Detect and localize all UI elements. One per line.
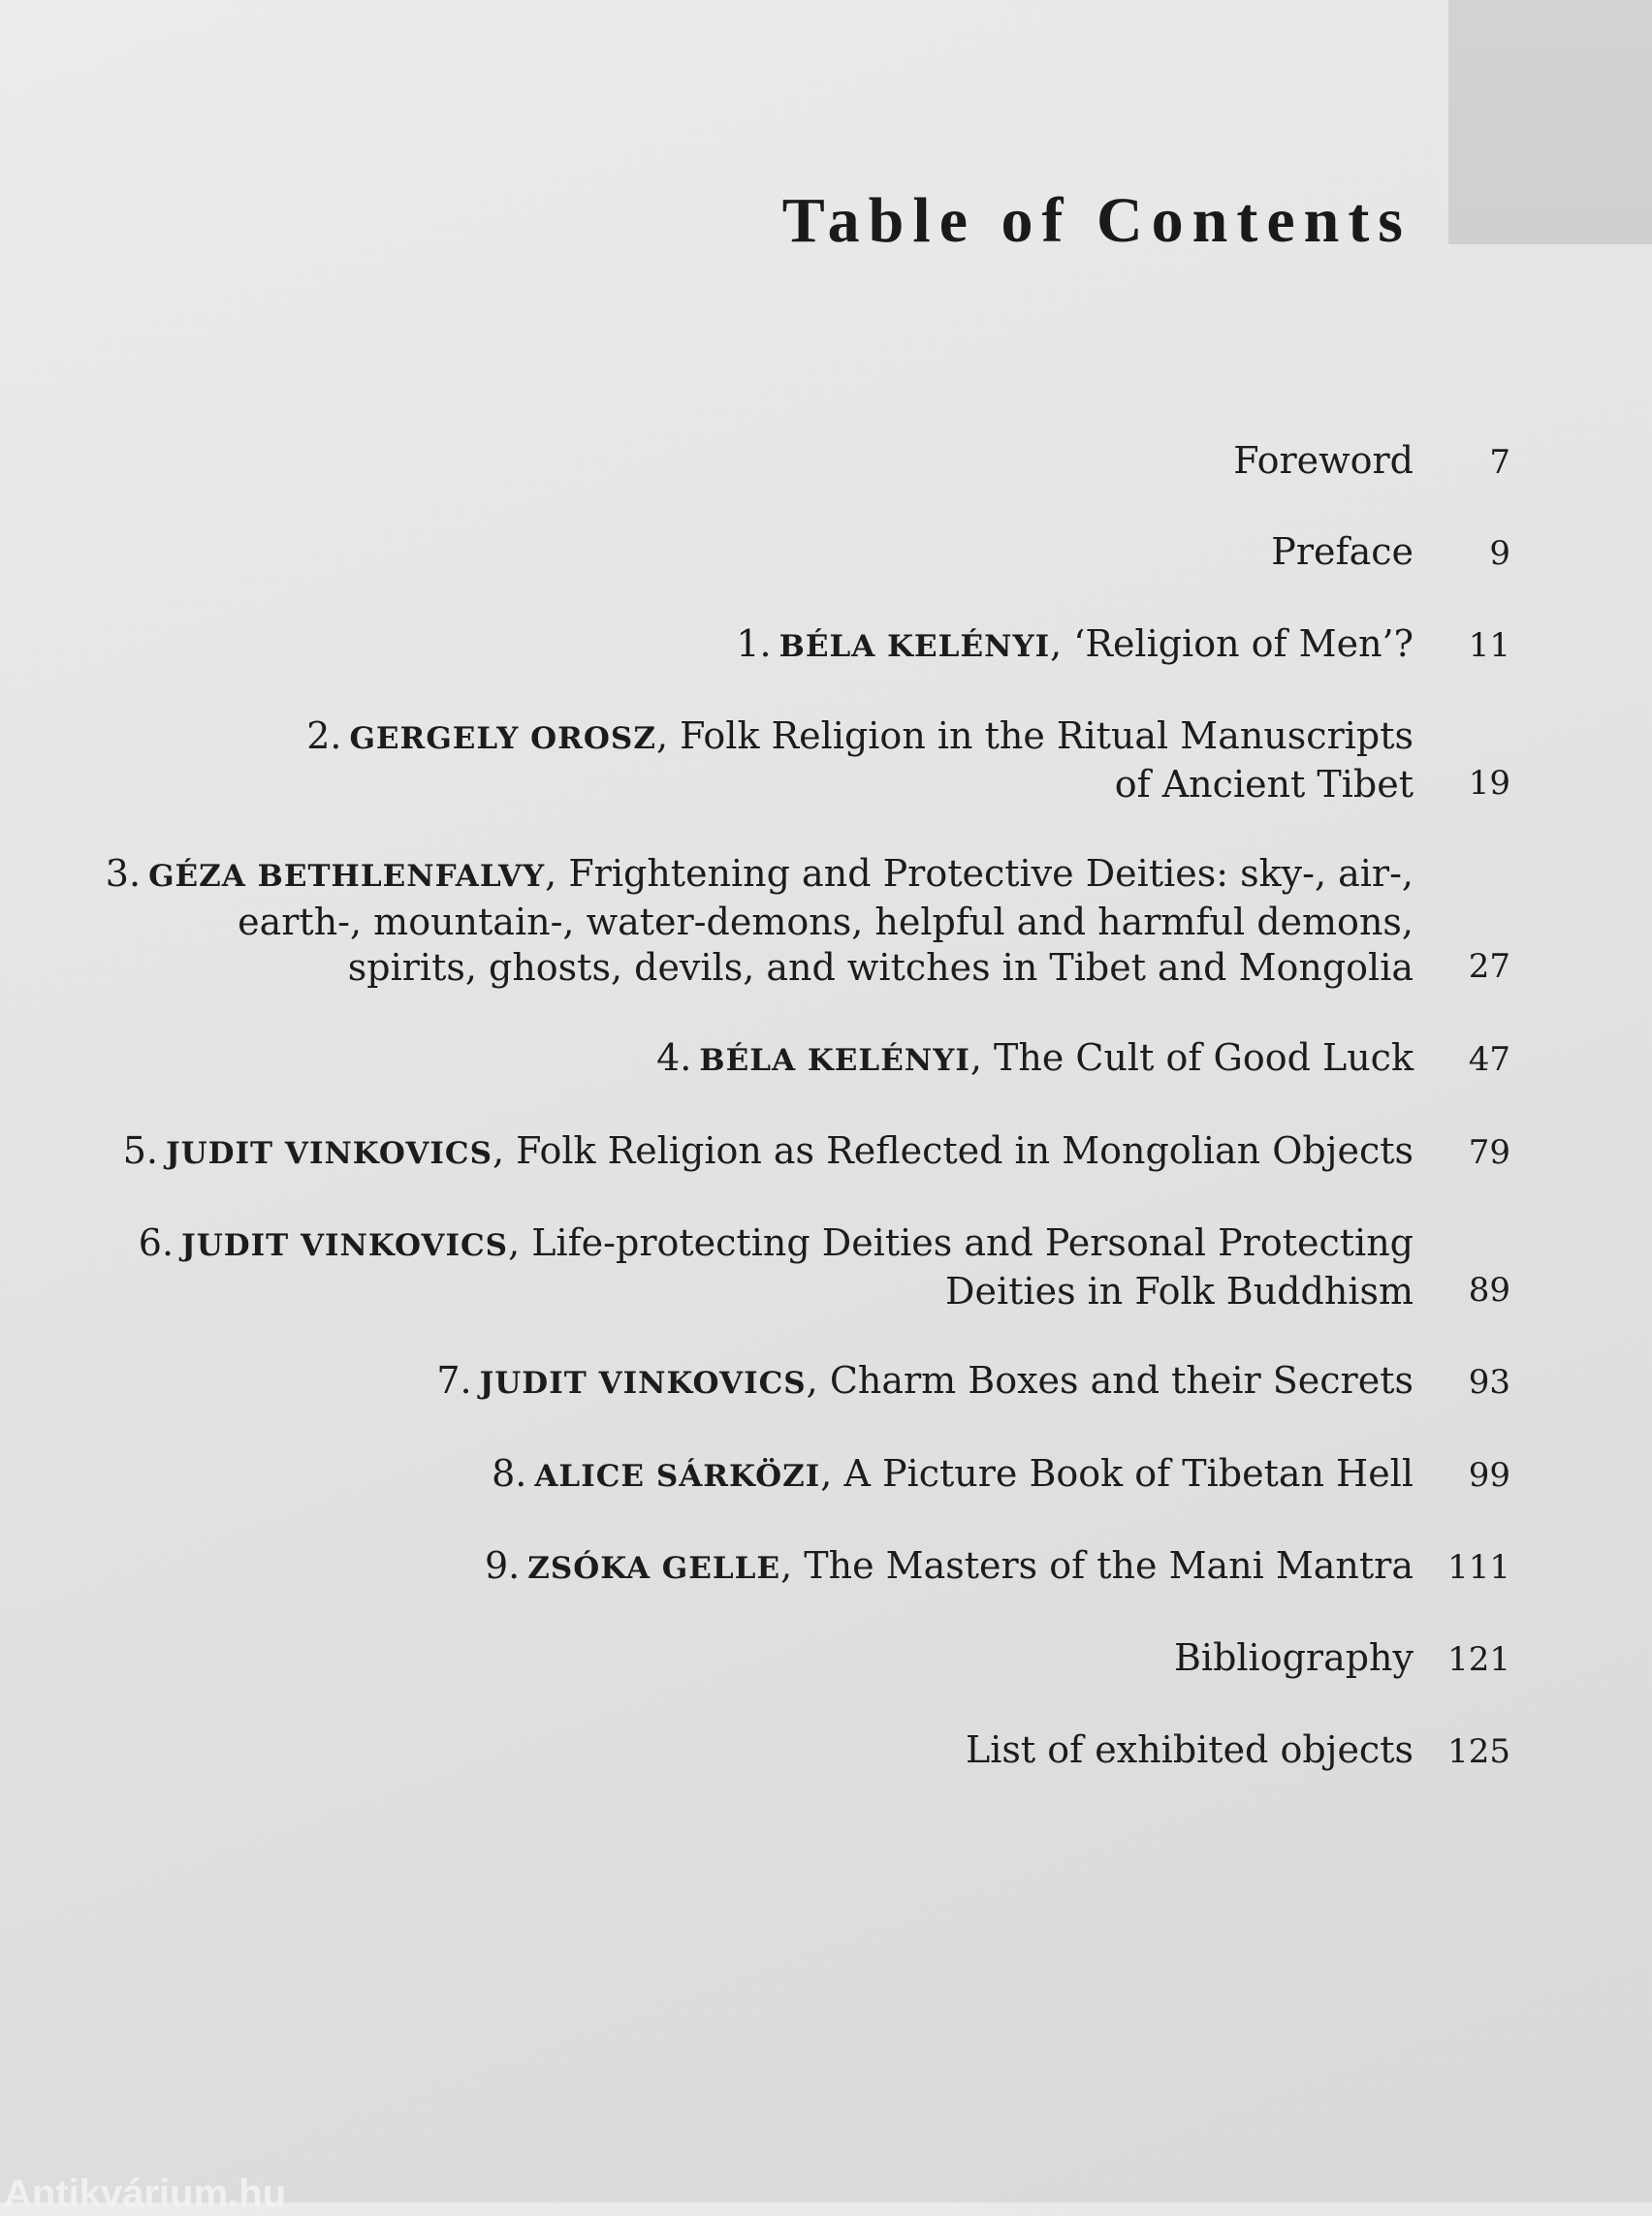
toc-entry-line <box>1174 1635 1414 1681</box>
chapter-title: Preface <box>1271 530 1414 573</box>
chapter-title: Charm Boxes and their Secrets <box>829 1359 1414 1402</box>
page-number: 9 <box>1489 534 1510 573</box>
toc-entry-line: 8. ALICE SÁRKÖZI, A Picture Book of Tibetan Hell <box>492 1452 1414 1495</box>
toc-entry-line <box>1233 438 1414 484</box>
chapter-title: Bibliography <box>1174 1636 1414 1679</box>
page-number: 19 <box>1468 764 1510 803</box>
chapter-title: Foreword <box>1233 439 1414 482</box>
toc-entry-text <box>485 1543 1414 1592</box>
toc-entry-text <box>306 713 1414 807</box>
chapter-number: 5. <box>122 1129 158 1172</box>
toc-entry-text <box>436 1358 1414 1407</box>
chapter-title: Deities in Folk Buddhism <box>945 1270 1414 1313</box>
toc-entry-line <box>139 1269 1414 1314</box>
toc-entry-line: 3. GÉZA BETHLENFALVY, Frightening and Protective Deities: sky-, air-, <box>105 852 1414 895</box>
chapter-title: The Masters of the Mani Mantra <box>804 1544 1414 1587</box>
chapter-author: JUDIT VINKOVICS <box>181 1228 509 1263</box>
chapter-title: Folk Religion as Reflected in Mongolian Objects <box>516 1129 1414 1172</box>
toc-entry-text <box>966 1727 1414 1773</box>
page-number: 79 <box>1468 1133 1510 1172</box>
toc-entry-line: 4. BÉLA KELÉNYI, The Cult of Good Luck <box>656 1036 1414 1079</box>
chapter-title: The Cult of Good Luck <box>994 1036 1414 1079</box>
toc-entry-text <box>1233 438 1414 484</box>
toc-entry-text <box>123 1128 1414 1177</box>
toc-entry-line <box>306 762 1414 807</box>
toc-entry-line <box>966 1727 1414 1773</box>
chapter-author: GÉZA BETHLENFALVY <box>148 859 546 894</box>
toc-entry-text <box>139 1220 1414 1314</box>
toc-entry-line: 2. GERGELY OROSZ, Folk Religion in the Ritual Manuscripts <box>306 714 1414 757</box>
toc-entry-line <box>106 900 1414 945</box>
toc-entry-line: 7. JUDIT VINKOVICS, Charm Boxes and their Secrets <box>436 1359 1414 1402</box>
page-number: 99 <box>1468 1456 1510 1495</box>
chapter-title: of Ancient Tibet <box>1114 763 1414 806</box>
chapter-title: Folk Religion in the Ritual Manuscripts <box>680 714 1414 757</box>
chapter-number: 7. <box>436 1359 472 1402</box>
chapter-number: 2. <box>306 714 342 757</box>
chapter-author: ZSÓKA GELLE <box>527 1551 781 1586</box>
chapter-number: 4. <box>656 1036 692 1079</box>
chapter-title: List of exhibited objects <box>966 1728 1414 1771</box>
page-number: 7 <box>1489 443 1510 482</box>
toc-entry-line: 9. ZSÓKA GELLE, The Masters of the Mani Mantra <box>484 1544 1414 1587</box>
chapter-number: 3. <box>105 852 142 895</box>
chapter-author: GERGELY OROSZ <box>349 721 656 756</box>
chapter-author: BÉLA KELÉNYI <box>699 1043 970 1078</box>
page-number: 11 <box>1468 626 1510 665</box>
toc-entry-text <box>1271 529 1414 575</box>
chapter-author: JUDIT VINKOVICS <box>165 1136 492 1171</box>
toc-entry-line: 5. JUDIT VINKOVICS, Folk Religion as Reflected in Mongolian Objects <box>122 1129 1414 1172</box>
chapter-number: 8. <box>492 1452 527 1495</box>
toc-entry-text <box>656 1035 1414 1084</box>
page-number: 89 <box>1468 1271 1510 1310</box>
chapter-number: 6. <box>138 1221 175 1264</box>
toc-entry-text <box>736 621 1414 670</box>
page-number: 93 <box>1468 1363 1510 1402</box>
chapter-title: Frightening and Protective Deities: sky-, air-, <box>568 852 1414 895</box>
chapter-author: BÉLA KELÉNYI <box>778 629 1051 664</box>
chapter-title: earth-, mountain-, water-demons, helpful and harmful demons, <box>238 901 1414 943</box>
chapter-title: A Picture Book of Tibetan Hell <box>843 1452 1414 1495</box>
toc-entry-line <box>1271 529 1414 575</box>
chapter-number: 9. <box>484 1544 521 1587</box>
toc-entry-text <box>1174 1635 1414 1681</box>
toc-entry-line: 1. BÉLA KELÉNYI, ‘Religion of Men’? <box>736 622 1414 665</box>
page-number: 111 <box>1447 1548 1510 1587</box>
page-number: 47 <box>1468 1040 1510 1079</box>
chapter-author: ALICE SÁRKÖZI <box>534 1459 821 1494</box>
toc-entry-text <box>492 1451 1414 1500</box>
toc-entry-line <box>106 945 1414 991</box>
watermark: Antikvárium.hu <box>4 2172 287 2215</box>
page-number: 125 <box>1447 1732 1510 1771</box>
chapter-title: spirits, ghosts, devils, and witches in Tibet and Mongolia <box>347 946 1414 989</box>
chapter-title: ‘Religion of Men’? <box>1073 622 1414 665</box>
chapter-number: 1. <box>736 622 772 665</box>
page-number: 121 <box>1447 1640 1510 1679</box>
chapter-author: JUDIT VINKOVICS <box>479 1366 807 1401</box>
page-number: 27 <box>1468 947 1510 986</box>
page-title: Table of Contents <box>781 185 1412 256</box>
chapter-title: Life-protecting Deities and Personal Protecting <box>531 1221 1414 1264</box>
toc-entry-line: 6. JUDIT VINKOVICS, Life-protecting Deities and Personal Protecting <box>138 1221 1414 1264</box>
toc-entry-text <box>106 851 1414 991</box>
